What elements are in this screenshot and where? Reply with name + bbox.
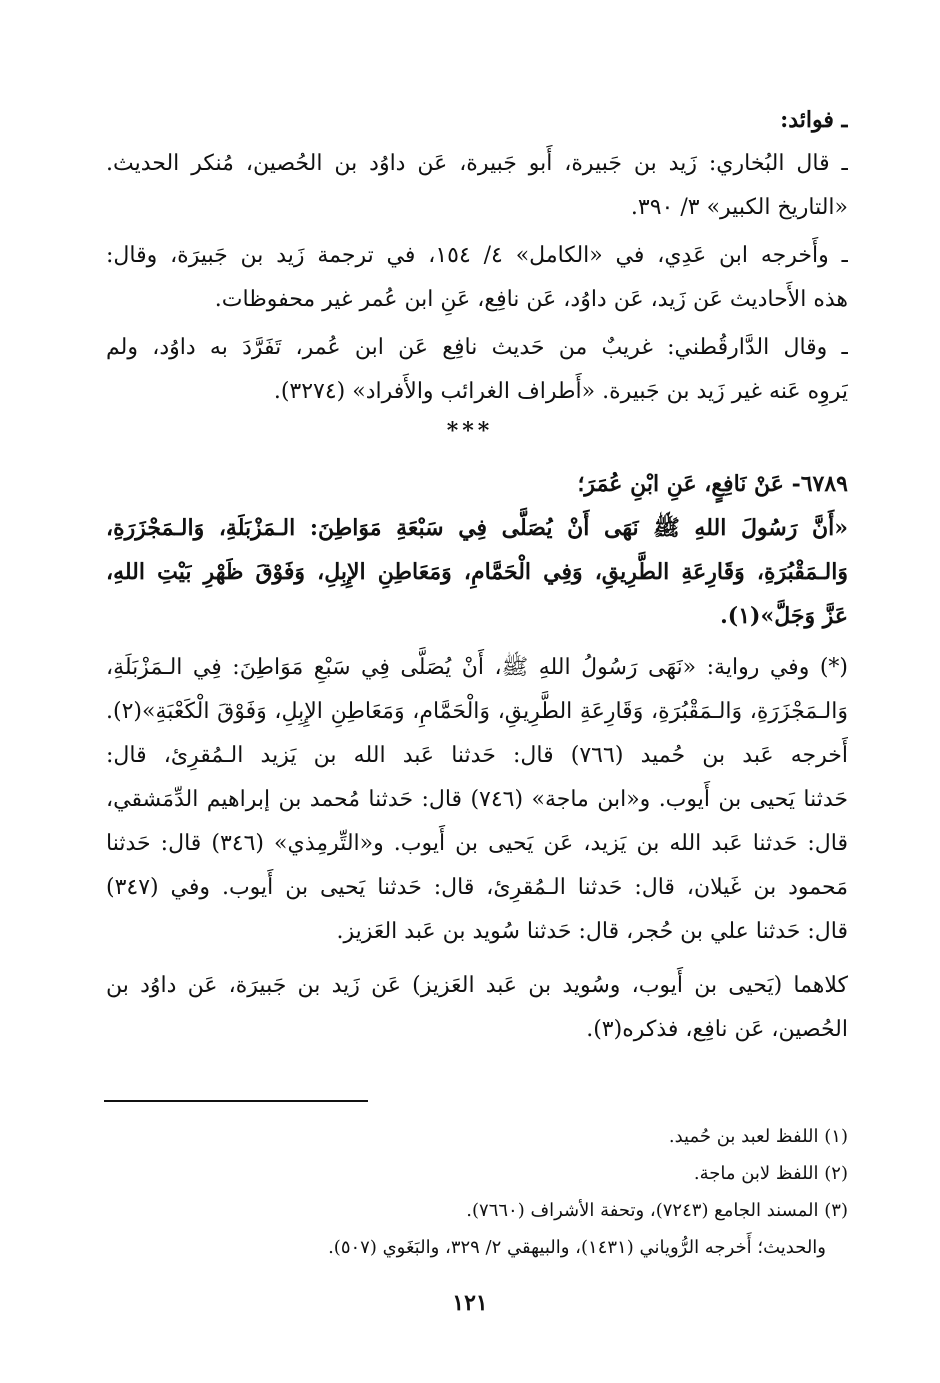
section-separator: ***: [446, 418, 494, 444]
takhrij-line-4: مَحمود بن غَيلان، قال: حَدثنا الـمُقرِئ، قال: حَدثنا يَحيى بن أَيوب. وفي (٣٤٧): [106, 875, 848, 900]
benefits-section: [106, 98, 848, 414]
benefit-bukhari-line-2: «التاريخ الكبير» ٣/ ٣٩٠.: [630, 195, 848, 220]
both-line-1: كلاهما (يَحيى بن أَيوب، وسُويد بن عَبد العَزيز) عَن زَيد بن جَبيرَة، عَن داوُد بن: [106, 973, 848, 998]
takhrij-line-3: قال: حَدثنا عَبد الله بن يَزيد، عَن يَحيى بن أَيوب. و«التِّرمِذي» (٣٤٦) قال: حَدثنا: [106, 831, 848, 856]
benefit-daraqutni-line-2: يَروِه عَنه غير زَيد بن جَبيرة. «أَطراف الغرائب والأَفراد» (٣٢٧٤).: [273, 379, 848, 404]
footnote-3-continuation: والحديث؛ أَخرجه الرُّوياني (١٤٣١)، والبيهقي ٢/ ٣٢٩، والبَغَوي (٥٠٧).: [328, 1237, 826, 1258]
takhrij-line-1: أَخرجه عَبد بن حُميد (٧٦٦) قال: حَدثنا عَبد الله بن يَزيد الـمُقرِئ، قال:: [106, 743, 848, 768]
takhrij-line-5: قال: حَدثنا علي بن حُجر، قال: حَدثنا سُويد بن عَبد العَزيز.: [336, 919, 848, 944]
hadith-heading: ٦٧٨٩- عَنْ نَافِعٍ، عَنِ ابْنِ عُمَرَ؛: [577, 471, 848, 497]
benefit-ibn-adi-line-2: هذه الأَحاديث عَن زَيد، عَن داوُد، عَن نافِع، عَنِ ابن عُمر غير محفوظات.: [214, 287, 848, 312]
takhrij-line-2: حَدثنا يَحيى بن أَيوب. و«ابن ماجة» (٧٤٦) قال: حَدثنا مُحمد بن إبراهيم الدِّمَشقي،: [106, 787, 848, 812]
variant-line-2: وَالـمَجْزَرَةِ، وَالـمَقْبُرَةِ، وَقَارِعَةِ الطَّرِيقِ، وَالْحَمَّامِ، وَمَعَاطِنِ الإِبِلِ، وَفَوْقَ الْكَعْبَةِ»(٢).: [106, 699, 848, 724]
footnote-1: (١) اللفظ لعبد بن حُميد.: [668, 1126, 848, 1147]
page-number: ١٢١: [452, 1290, 488, 1316]
footnotes: [106, 1118, 848, 1266]
benefit-daraqutni-line-1: ـ وقال الدَّارقُطني: غريبٌ من حَديث نافِع عَن ابن عُمر، تَفَرَّدَ به داوُد، ولم: [106, 335, 848, 360]
hadith-section: [106, 462, 848, 1052]
variant-line-1: (*) وفي رواية: «نَهَى رَسُولُ اللهِ ﷺ، أَنْ يُصَلَّى فِي سَبْعِ مَوَاطِنَ: فِي الـمَزْبَلَةِ،: [106, 655, 848, 680]
benefit-ibn-adi-line-1: ـ وأَخرجه ابن عَدِي، في «الكامل» ٤/ ١٥٤، في ترجمة زَيد بن جَبيرَة، وقال:: [106, 243, 848, 268]
both-line-2: الحُصين، عَن نافِع، فذكره(٣).: [586, 1017, 848, 1042]
hadith-text-line-2: وَالـمَقْبُرَةِ، وَقَارِعَةِ الطَّرِيقِ، وَفِي الْحَمَّامِ، وَمَعَاطِنِ الإِبِلِ، وَفَوْقَ ظَهْرِ بَيْتِ اللهِ،: [106, 559, 848, 585]
hadith-text-line-1: «أَنَّ رَسُولَ اللهِ ﷺ نَهَى أَنْ يُصَلَّى فِي سَبْعَةِ مَوَاطِنَ: الـمَزْبَلَةِ، وَالـمَجْزَرَةِ،: [106, 515, 848, 541]
benefit-bukhari-line-1: ـ قال البُخاري: زَيد بن جَبيرة، أَبو جَبيرة، عَن داوُد بن الحُصين، مُنكر الحديث.: [106, 151, 848, 176]
benefits-heading: ـ فوائد:: [780, 107, 848, 133]
hadith-text-line-3: عَزَّ وَجَلَّ»(١).: [720, 603, 848, 629]
footnote-3: (٣) المسند الجامع (٧٢٤٣)، وتحفة الأشراف (٧٦٦٠).: [466, 1200, 848, 1221]
footnote-divider: [104, 1100, 368, 1102]
footnote-2: (٢) اللفظ لابن ماجة.: [693, 1163, 848, 1184]
